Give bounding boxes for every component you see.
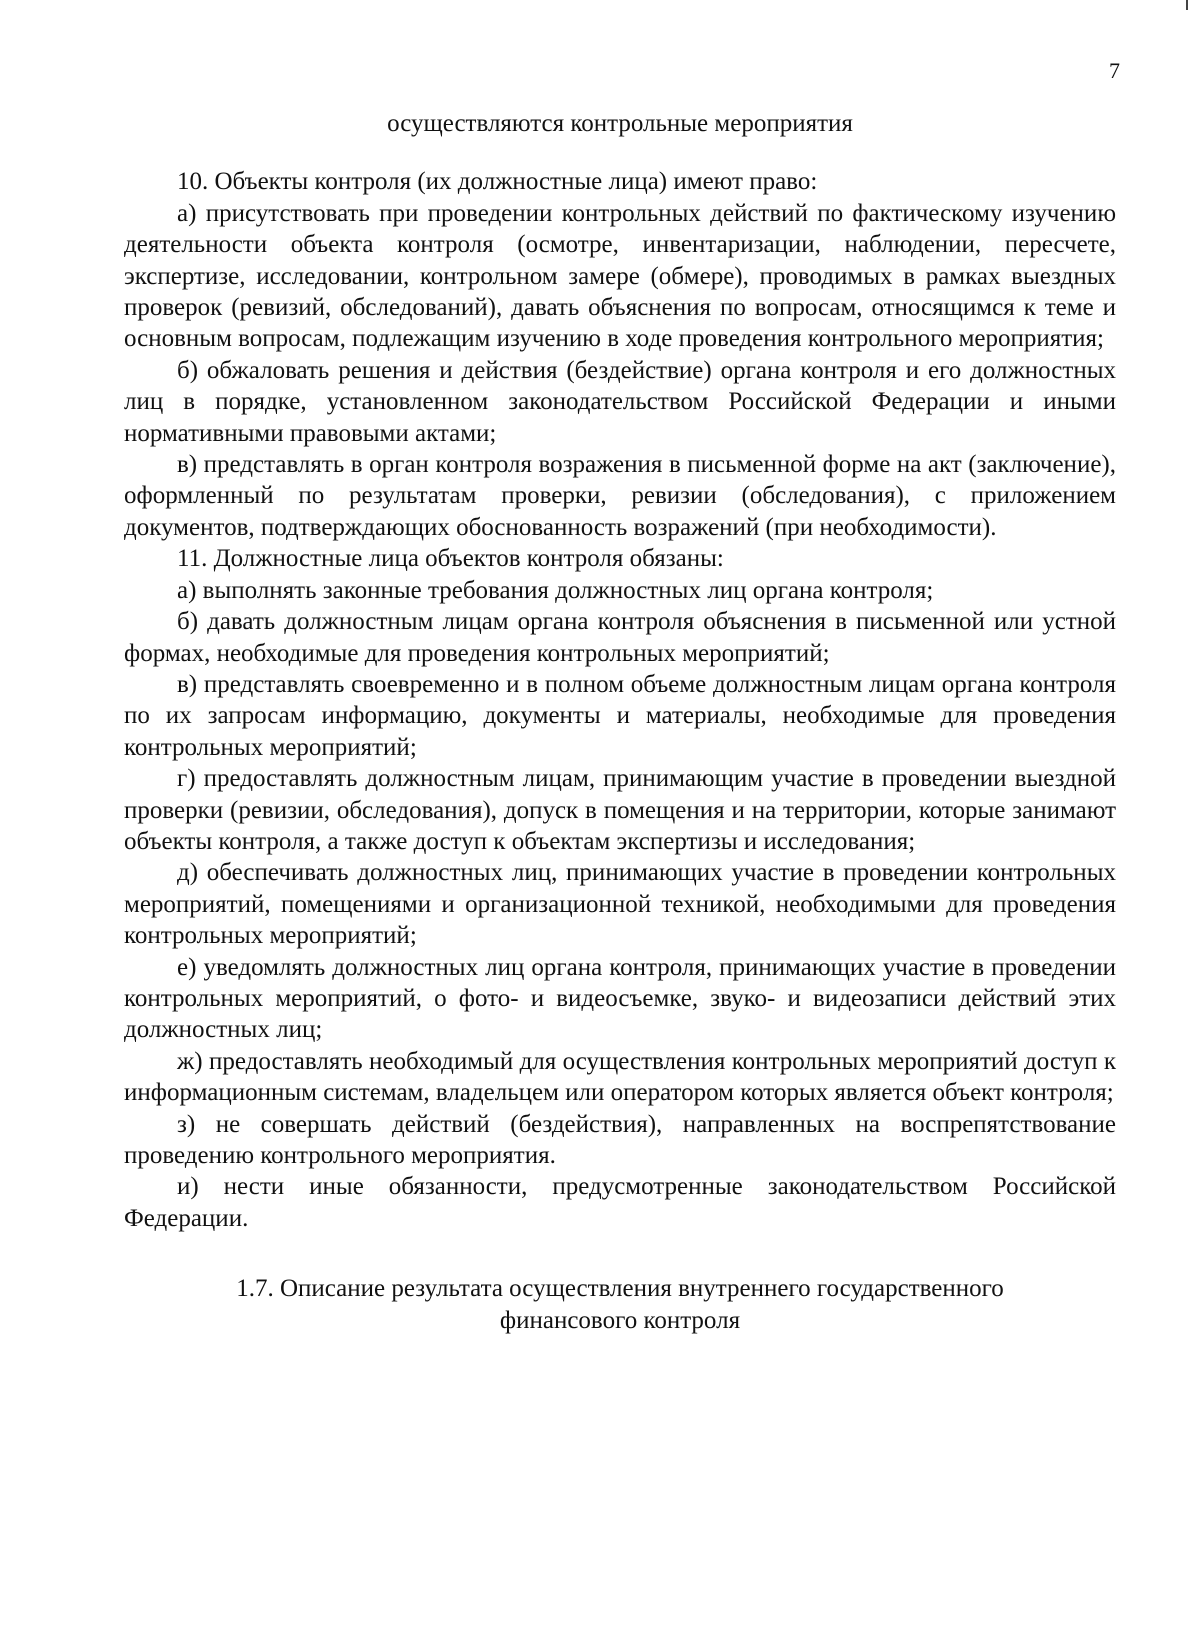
paragraph-11-z: з) не совершать действий (бездействия), направленных на воспрепятствование проведению контрольного мероприятия. — [124, 1110, 1116, 1169]
continued-heading-line: осуществляются контрольные мероприятия — [387, 110, 853, 137]
paragraph-11-e: е) уведомлять должностных лиц органа контроля, принимающих участие в проведении контрольных мероприятий, о фото- и видеосъемке, звуко- и видеозаписи действий этих должностных лиц; — [124, 953, 1116, 1044]
paragraph-10-a: а) присутствовать при проведении контрольных действий по фактическому изучению деятельности объекта контроля (осмотре, инвентаризации, наблюдении, пересчете, экспертизе, исследовании, контрольном замере (обмере), проводимых в рамках выездных проверок (ревизий, обследований), давать объяснения по вопросам, относящимся к теме и основным вопросам, подлежащим изучению в ходе проведения контрольного мероприятия; — [124, 199, 1116, 353]
paragraph-11-i: и) нести иные обязанности, предусмотренные законодательством Российской Федерации. — [124, 1173, 1116, 1232]
paragraph-10: 10. Объекты контроля (их должностные лица) имеют право: — [177, 168, 818, 196]
paragraph-11-zh: ж) предоставлять необходимый для осуществления контрольных мероприятий доступ к информационным системам, владельцем или оператором которых является объект контроля; — [124, 1047, 1116, 1107]
section-heading: 1.7. Описание результата осуществления внутреннего государственного финансового контроля — [236, 1275, 1004, 1334]
page-number: 7 — [1109, 58, 1120, 83]
scan-edge-mark — [1186, 0, 1188, 10]
paragraph-11-v: в) представлять своевременно и в полном объеме должностным лицам органа контроля по их запросам информацию, документы и материалы, необходимые для проведения контрольных мероприятий; — [124, 670, 1116, 761]
paragraph-11-a: а) выполнять законные требования должностных лиц органа контроля; — [177, 576, 934, 604]
paragraph-11-g: г) предоставлять должностным лицам, принимающим участие в проведении выездной проверки (ревизии, обследования), допуск в помещения и на территории, которые занимают объекты контроля, а также доступ к объектам экспертизы и исследования; — [124, 765, 1116, 855]
paragraph-10-v: в) представлять в орган контроля возражения в письменной форме на акт (заключение), оформленный по результатам проверки, ревизии (обследования), с приложением документов, подтверждающих обоснованность возражений (при необходимости). — [124, 451, 1116, 541]
paragraph-11-d: д) обеспечивать должностных лиц, принимающих участие в проведении контрольных мероприятий, помещениями и организационной техникой, необходимыми для проведения контрольных мероприятий; — [124, 859, 1116, 950]
paragraph-11-b: б) давать должностным лицам органа контроля объяснения в письменной или устной формах, необходимые для проведения контрольных мероприятий; — [124, 608, 1116, 667]
paragraph-11: 11. Должностные лица объектов контроля обязаны: — [177, 545, 724, 573]
paragraph-10-b: б) обжаловать решения и действия (бездействие) органа контроля и его должностных лиц в порядке, установленном законодательством Российской Федерации и иными нормативными правовыми актами; — [124, 356, 1116, 447]
document-body — [124, 108, 1116, 1336]
